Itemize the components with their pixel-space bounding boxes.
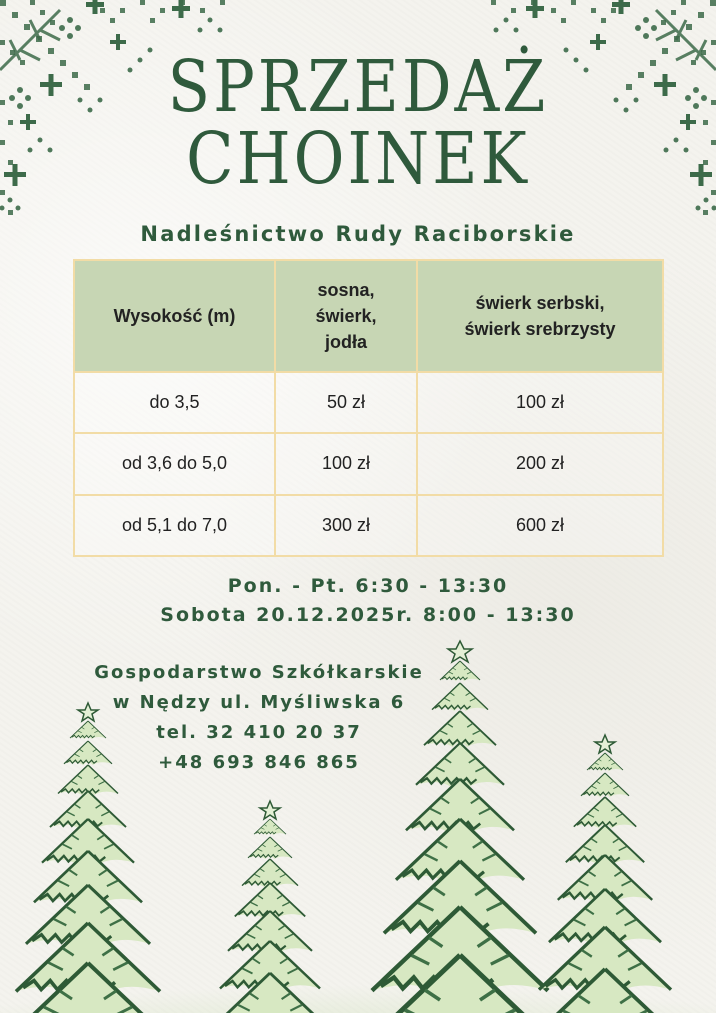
height-cell: do 3,5 <box>74 372 275 433</box>
header-pine-spruce-fir: sosna, świerk, jodła <box>275 260 417 372</box>
price-cell: 100 zł <box>417 372 663 433</box>
forestry-name: Nadleśnictwo Rudy Raciborskie <box>140 222 576 246</box>
poster-title-line2: CHOINEK <box>186 116 530 201</box>
price-cell: 100 zł <box>275 433 417 494</box>
height-cell: od 5,1 do 7,0 <box>74 495 275 556</box>
contact-phone: tel. 32 410 20 37 <box>156 722 362 743</box>
saturday-hours: Sobota 20.12.2025r. 8:00 - 13:30 <box>160 604 576 626</box>
header-height: Wysokość (m) <box>74 260 275 372</box>
contact-name: Gospodarstwo Szkółkarskie <box>94 662 424 683</box>
contact-mobile: +48 693 846 865 <box>158 752 360 773</box>
table-row <box>74 372 663 433</box>
table-row <box>74 495 663 556</box>
price-cell: 600 zł <box>417 495 663 556</box>
price-table-header-row <box>74 260 663 372</box>
price-cell: 300 zł <box>275 495 417 556</box>
price-cell: 50 zł <box>275 372 417 433</box>
price-table <box>73 259 664 557</box>
header-serbian-silver-spruce: świerk serbski, świerk srebrzysty <box>417 260 663 372</box>
table-row <box>74 433 663 494</box>
poster-title-line1: SPRZEDAŻ <box>167 44 549 129</box>
weekday-hours: Pon. - Pt. 6:30 - 13:30 <box>227 575 509 597</box>
contact-address: w Nędzy ul. Myśliwska 6 <box>112 692 406 713</box>
tree-middle-small <box>212 801 328 1013</box>
height-cell: od 3,6 do 5,0 <box>74 433 275 494</box>
christmas-trees <box>0 633 716 1013</box>
price-cell: 200 zł <box>417 433 663 494</box>
